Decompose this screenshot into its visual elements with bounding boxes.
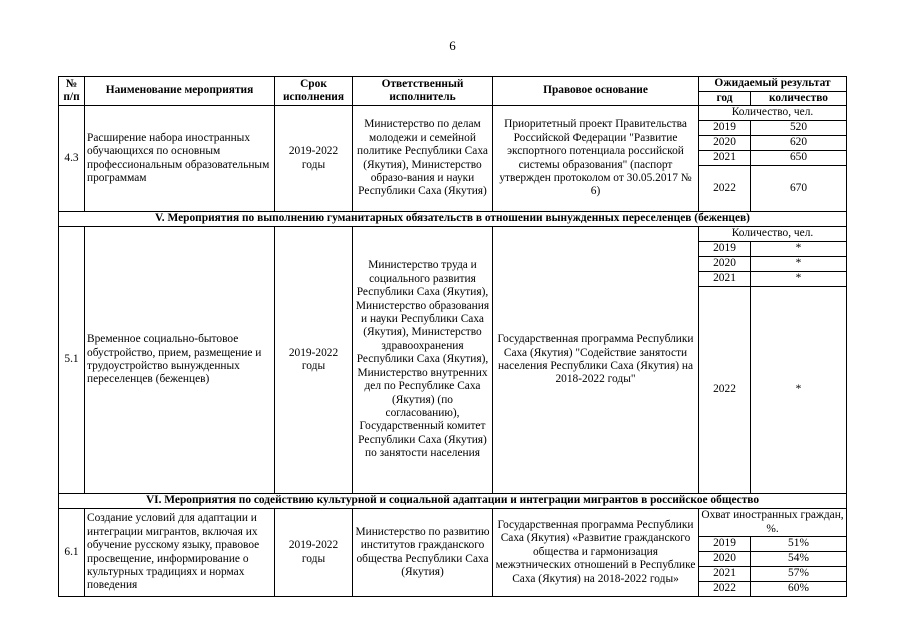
event-legal-basis: Приоритетный проект Правительства Российской Федерации "Развитие экспортного потенциала российской системы образования" (паспорт утвержден протоколом от 30.05.2017 № 6) — [493, 106, 699, 212]
header-num: № п/п — [59, 77, 85, 106]
event-term: 2019-2022 годы — [275, 227, 353, 494]
result-value: 670 — [751, 166, 847, 212]
header-quantity: количество — [751, 91, 847, 106]
result-year: 2019 — [699, 121, 751, 136]
result-value: 57% — [751, 567, 847, 582]
events-table — [58, 76, 847, 597]
result-year: 2020 — [699, 552, 751, 567]
table-row — [59, 509, 847, 537]
row-number: 6.1 — [59, 509, 85, 597]
header-name: Наименование мероприятия — [85, 77, 275, 106]
event-name: Временное социально-бытовое обустройство, прием, размещение и трудоустройство вынужденных переселенцев (беженцев) — [85, 227, 275, 494]
header-expected-result: Ожидаемый результат — [699, 77, 847, 92]
result-year: 2022 — [699, 287, 751, 494]
event-legal-basis: Государственная программа Республики Саха (Якутия) «Развитие гражданского общества и гармонизация межэтнических отношений в Республике Саха (Якутия) на 2018-2022 годы» — [493, 509, 699, 597]
result-value: 60% — [751, 582, 847, 597]
event-name: Создание условий для адаптации и интеграции мигрантов, включая их обучение русскому языку, правовое просвещение, информирование о культурных традициях и нормах поведения — [85, 509, 275, 597]
event-responsible: Министерство по делам молодежи и семейной политике Республики Саха (Якутия), Министерство образо-вания и науки Республики Саха (Якутия) — [353, 106, 493, 212]
result-year: 2021 — [699, 567, 751, 582]
result-year: 2021 — [699, 151, 751, 166]
result-value: 650 — [751, 151, 847, 166]
section-heading: V. Мероприятия по выполнению гуманитарных обязательств в отношении вынужденных переселенцев (беженцев) — [59, 212, 847, 227]
event-legal-basis: Государственная программа Республики Саха (Якутия) "Содействие занятости населения Республики Саха (Якутия) на 2018-2022 годы" — [493, 227, 699, 494]
result-value: 54% — [751, 552, 847, 567]
result-year: 2020 — [699, 257, 751, 272]
result-year: 2022 — [699, 166, 751, 212]
table-row — [59, 106, 847, 121]
table-row — [59, 227, 847, 242]
page-number: 6 — [449, 38, 456, 53]
result-unit: Охват иностранных граждан, %. — [699, 509, 847, 537]
section-heading: VI. Мероприятия по содействию культурной и социальной адаптации и интеграции мигрантов в российское общество — [59, 494, 847, 509]
event-term: 2019-2022 годы — [275, 106, 353, 212]
result-value: * — [751, 272, 847, 287]
header-year: год — [699, 91, 751, 106]
section-heading-row — [59, 494, 847, 509]
result-unit: Количество, чел. — [699, 227, 847, 242]
header-responsible: Ответственный исполнитель — [353, 77, 493, 106]
result-value: * — [751, 287, 847, 494]
result-year: 2019 — [699, 242, 751, 257]
result-value: 51% — [751, 537, 847, 552]
result-value: 520 — [751, 121, 847, 136]
result-value: 620 — [751, 136, 847, 151]
result-year: 2022 — [699, 582, 751, 597]
event-term: 2019-2022 годы — [275, 509, 353, 597]
result-value: * — [751, 257, 847, 272]
header-term: Срок исполнения — [275, 77, 353, 106]
result-year: 2021 — [699, 272, 751, 287]
table-header-row — [59, 77, 847, 92]
header-legal-basis: Правовое основание — [493, 77, 699, 106]
section-heading-row — [59, 212, 847, 227]
event-responsible: Министерство труда и социального развития Республики Саха (Якутия), Министерство образования и науки Республики Саха (Якутия), Министерство здравоохранения Республики Саха (Якутия), Министерство внутренних дел по Республике Саха (Якутия) (по согласованию), Государственный комитет Республики Саха (Якутия) по занятости населения — [353, 227, 493, 494]
result-year: 2020 — [699, 136, 751, 151]
result-value: * — [751, 242, 847, 257]
event-responsible: Министерство по развитию институтов гражданского общества Республики Саха (Якутия) — [353, 509, 493, 597]
row-number: 4.3 — [59, 106, 85, 212]
row-number: 5.1 — [59, 227, 85, 494]
result-unit: Количество, чел. — [699, 106, 847, 121]
result-year: 2019 — [699, 537, 751, 552]
event-name: Расширение набора иностранных обучающихся по основным профессиональным образовательным программам — [85, 106, 275, 212]
